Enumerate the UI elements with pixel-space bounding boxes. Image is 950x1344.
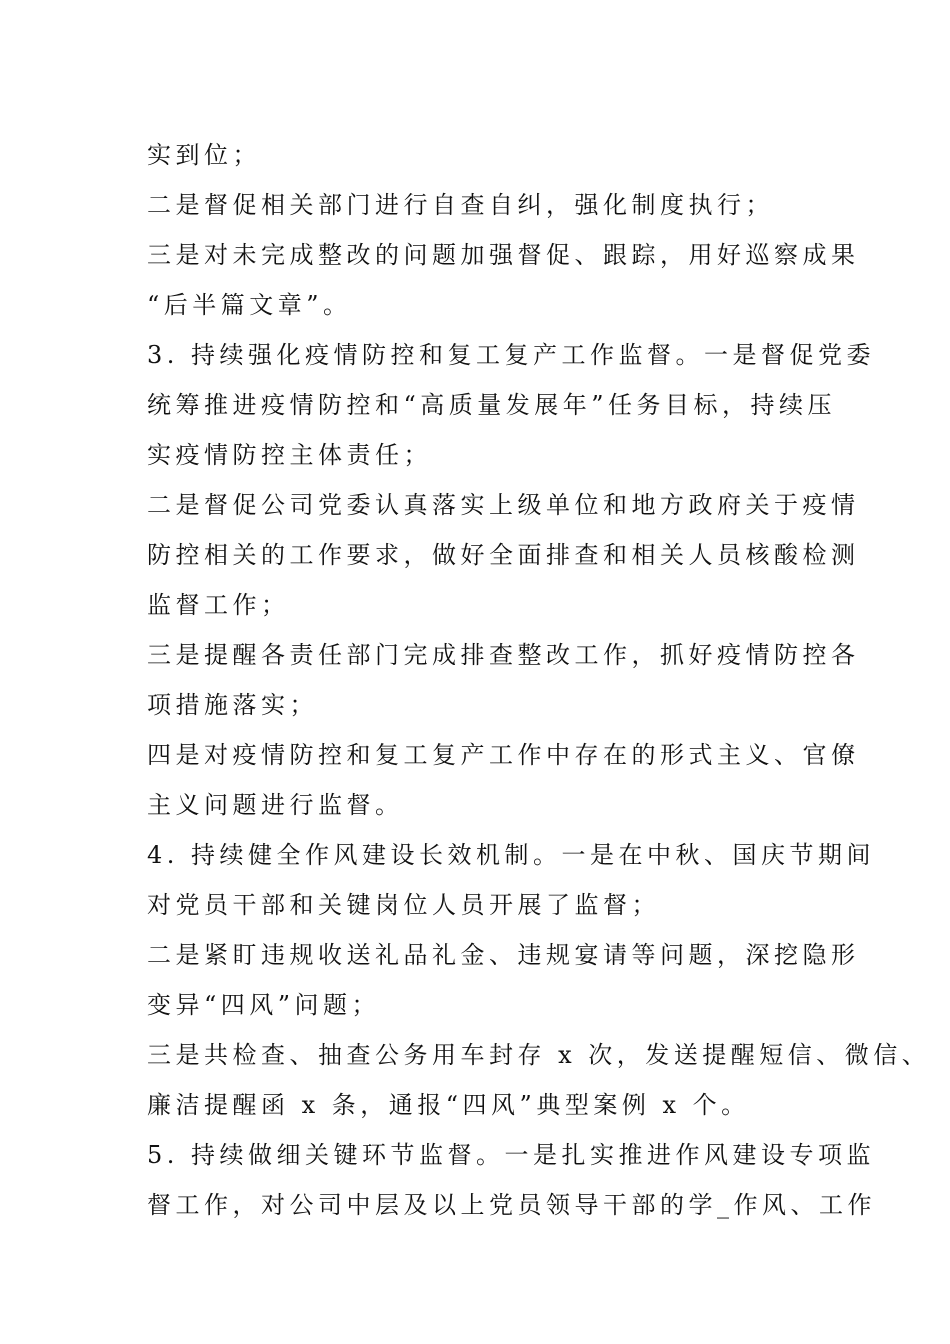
text-line: 统筹推进疫情防控和“高质量发展年”任务目标，持续压 — [147, 391, 837, 419]
text-line: 三是对未完成整改的问题加强督促、跟踪，用好巡察成果 — [147, 241, 860, 269]
text-line: 三是提醒各责任部门完成排查整改工作，抓好疫情防控各 — [147, 641, 860, 669]
text-line: 4. 持续健全作风建设长效机制。一是在中秋、国庆节期间 — [147, 841, 876, 869]
text-line: 变异“四风”问题； — [147, 991, 381, 1019]
text-line: “后半篇文章”。 — [147, 291, 352, 319]
text-line: 三是共检查、抽查公务用车封存 x 次，发送提醒短信、微信、 — [147, 1041, 931, 1069]
body-text — [147, 130, 931, 1230]
text-line: 主义问题进行监督。 — [147, 791, 404, 819]
text-line: 实到位； — [147, 141, 261, 169]
text-line: 实疫情防控主体责任； — [147, 441, 432, 469]
text-line: 督工作，对公司中层及以上党员领导干部的学_作风、工作 — [147, 1191, 876, 1219]
text-line: 廉洁提醒函 x 条，通报“四风”典型案例 x 个。 — [147, 1091, 750, 1119]
text-line: 监督工作； — [147, 591, 290, 619]
text-line: 项措施落实； — [147, 691, 318, 719]
text-line: 对党员干部和关键岗位人员开展了监督； — [147, 891, 660, 919]
text-line: 二是督促相关部门进行自查自纠，强化制度执行； — [147, 191, 774, 219]
text-line: 四是对疫情防控和复工复产工作中存在的形式主义、官僚 — [147, 741, 860, 769]
text-line: 二是紧盯违规收送礼品礼金、违规宴请等问题，深挖隐形 — [147, 941, 860, 969]
text-line: 二是督促公司党委认真落实上级单位和地方政府关于疫情 — [147, 491, 860, 519]
text-line: 5. 持续做细关键环节监督。一是扎实推进作风建设专项监 — [147, 1141, 876, 1169]
text-line: 3. 持续强化疫情防控和复工复产工作监督。一是督促党委 — [147, 341, 876, 369]
text-line: 防控相关的工作要求，做好全面排查和相关人员核酸检测 — [147, 541, 860, 569]
